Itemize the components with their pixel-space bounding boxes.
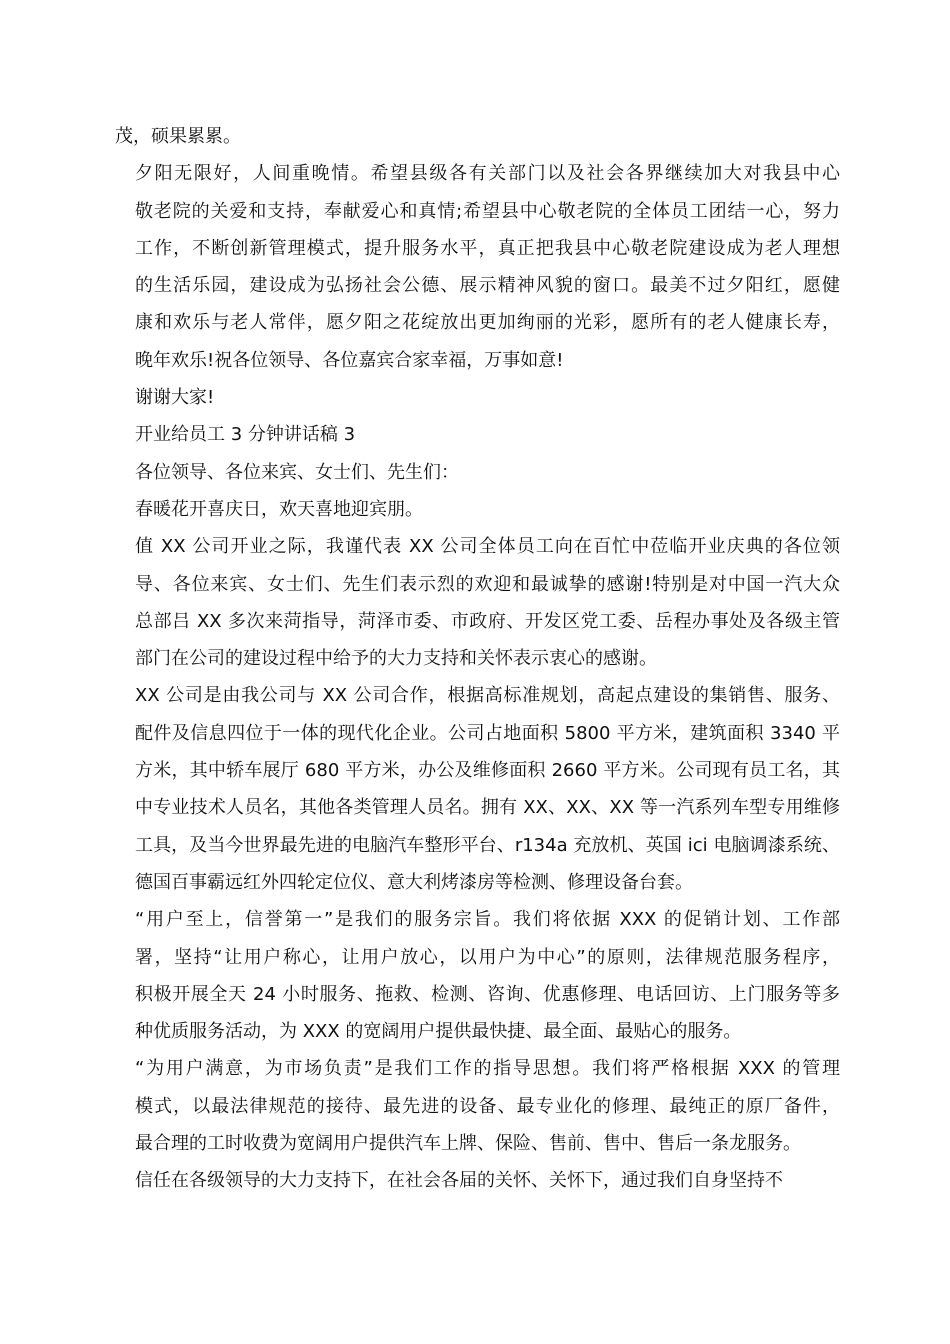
text-line: 部门在公司的建设过程中给予的大力支持和关怀表示衷心的感谢。 (135, 648, 657, 670)
text-line: 署，坚持“让用户称心，让用户放心，以用户为中心”的原则，法律规范服务程序， (135, 946, 840, 968)
paragraph-p6 (115, 491, 840, 528)
paragraph-p4 (115, 416, 840, 453)
text-line: 工作，不断创新管理模式，提升服务水平，真正把我县中心敬老院建设成为老人理想 (135, 237, 840, 259)
document-body (115, 118, 840, 1200)
text-line: 谢谢大家! (135, 387, 215, 409)
text-line: 春暖花开喜庆日，欢天喜地迎宾朋。 (135, 498, 423, 520)
text-line: 各位领导、各位来宾、女士们、先生们： (135, 461, 459, 483)
text-line: 方米，其中轿车展厅 680 平方米，办公及维修面积 2660 平方米。公司现有员工名，其 (135, 760, 840, 782)
paragraph-p2 (115, 155, 840, 379)
text-line: 开业给员工 3 分钟讲话稿 3 (135, 424, 356, 446)
text-line: 配件及信息四位于一体的现代化企业。公司占地面积 5800 平方米，建筑面积 3340 平 (135, 722, 840, 744)
text-line: 中专业技术人员名，其他各类管理人员名。拥有 XX、XX、XX 等一汽系列车型专用维修 (135, 797, 840, 819)
paragraph-p9 (115, 901, 840, 1050)
text-line: 信任在各级领导的大力支持下，在社会各届的关怀、关怀下，通过我们自身坚持不 (135, 1170, 783, 1192)
paragraph-p11 (115, 1162, 840, 1199)
paragraph-p5 (115, 454, 840, 491)
text-line: XX 公司是由我公司与 XX 公司合作，根据高标准规划，高起点建设的集销售、服务、 (135, 685, 840, 707)
text-line: 积极开展全天 24 小时服务、拖救、检测、咨询、优惠修理、电话回访、上门服务等多 (135, 983, 840, 1005)
text-line: 总部吕 XX 多次来菏指导，菏泽市委、市政府、开发区党工委、岳程办事处及各级主管 (135, 610, 840, 632)
text-line: “为用户满意，为市场负责”是我们工作的指导思想。我们将严格根据 XXX 的管理 (135, 1058, 840, 1080)
text-line: 工具，及当今世界最先进的电脑汽车整形平台、r134a 充放机、英国 ici 电脑调漆系统、 (135, 834, 840, 856)
paragraph-p1 (115, 118, 840, 155)
paragraph-p7 (115, 528, 840, 677)
text-line: 茂，硕果累累。 (115, 126, 241, 147)
text-line: 导、各位来宾、女士们、先生们表示烈的欢迎和最诚挚的感谢!特别是对中国一汽大众 (135, 573, 840, 595)
paragraph-p8 (115, 677, 840, 901)
text-line: 模式，以最法律规范的接待、最先进的设备、最专业化的修理、最纯正的原厂备件， (135, 1095, 840, 1117)
text-line: “用户至上，信誉第一”是我们的服务宗旨。我们将依据 XXX 的促销计划、工作部 (135, 909, 840, 931)
text-line: 晚年欢乐!祝各位领导、各位嘉宾合家幸福，万事如意! (135, 349, 564, 371)
text-line: 德国百事霸远红外四轮定位仪、意大利烤漆房等检测、修理设备台套。 (135, 871, 693, 893)
text-line: 值 XX 公司开业之际，我谨代表 XX 公司全体员工向在百忙中莅临开业庆典的各位领 (135, 536, 840, 558)
paragraph-p10 (115, 1050, 840, 1162)
text-line: 夕阳无限好，人间重晚情。希望县级各有关部门以及社会各界继续加大对我县中心 (135, 163, 840, 185)
text-line: 康和欢乐与老人常伴，愿夕阳之花绽放出更加绚丽的光彩，愿所有的老人健康长寿， (135, 312, 840, 334)
text-line: 种优质服务活动，为 XXX 的宽阔用户提供最快捷、最全面、最贴心的服务。 (135, 1021, 742, 1043)
text-line: 的生活乐园，建设成为弘扬社会公德、展示精神风貌的窗口。最美不过夕阳红，愿健 (135, 275, 840, 297)
text-line: 敬老院的关爱和支持，奉献爱心和真情;希望县中心敬老院的全体员工团结一心，努力 (135, 200, 840, 222)
text-line: 最合理的工时收费为宽阔用户提供汽车上牌、保险、售前、售中、售后一条龙服务。 (135, 1133, 801, 1155)
paragraph-p3 (115, 379, 840, 416)
